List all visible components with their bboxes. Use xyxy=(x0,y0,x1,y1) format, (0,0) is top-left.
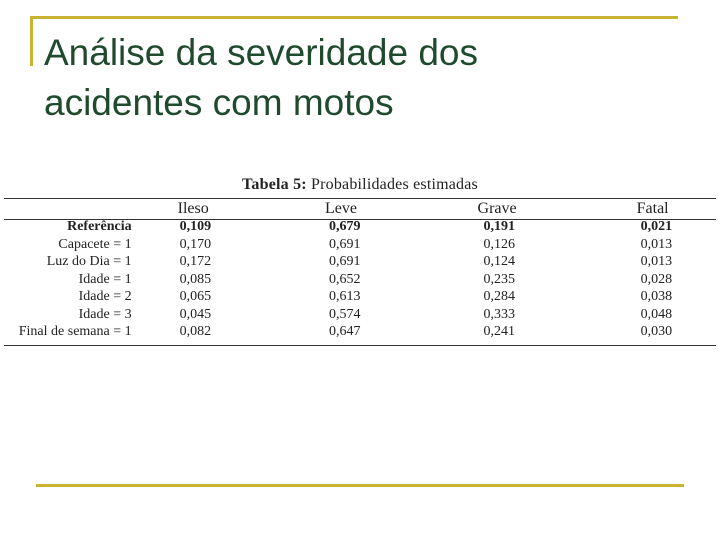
cell-leve: 0,652 xyxy=(328,271,361,287)
slide-title-line1: Análise da severidade dos xyxy=(44,32,479,73)
cell-grave: 0,241 xyxy=(483,324,516,339)
cell-leve: 0,679 xyxy=(328,219,361,234)
header-grave: Grave xyxy=(477,200,517,217)
row-label: Capacete = 1 xyxy=(58,236,132,252)
cell-leve: 0,613 xyxy=(328,289,361,304)
cell-ileso: 0,045 xyxy=(179,306,212,322)
row-label: Final de semana = 1 xyxy=(18,324,132,339)
row-label: Idade = 1 xyxy=(78,271,132,287)
cell-leve: 0,691 xyxy=(328,254,361,269)
table-row xyxy=(6,271,716,289)
cell-grave: 0,191 xyxy=(483,219,516,234)
table-caption-number: Tabela 5: xyxy=(242,176,307,193)
cell-fatal: 0,038 xyxy=(640,289,673,304)
table-row xyxy=(6,288,716,306)
cell-ileso: 0,082 xyxy=(179,324,212,339)
cell-grave: 0,235 xyxy=(483,271,516,287)
cell-leve: 0,647 xyxy=(328,324,361,339)
cell-ileso: 0,065 xyxy=(179,289,212,304)
cell-ileso: 0,085 xyxy=(179,271,212,287)
cell-grave: 0,284 xyxy=(483,289,516,304)
frame-bottom-line xyxy=(36,484,684,487)
cell-ileso: 0,109 xyxy=(179,219,212,234)
cell-fatal: 0,021 xyxy=(640,219,673,234)
cell-leve: 0,574 xyxy=(328,306,361,322)
table-caption-text: Probabilidades estimadas xyxy=(306,176,478,193)
table-row xyxy=(6,306,716,324)
header-fatal: Fatal xyxy=(636,200,669,217)
header-blank xyxy=(6,200,136,218)
cell-fatal: 0,028 xyxy=(640,271,673,287)
table-header-row xyxy=(6,200,716,218)
cell-fatal: 0,013 xyxy=(640,254,673,269)
slide-title xyxy=(44,28,644,128)
table-bottom-rule xyxy=(4,345,716,346)
cell-fatal: 0,030 xyxy=(640,324,673,339)
row-label: Idade = 2 xyxy=(78,289,132,304)
slide-title-line2: acidentes com motos xyxy=(44,82,394,123)
frame-left-line xyxy=(30,16,33,66)
table-row xyxy=(6,323,716,341)
cell-grave: 0,126 xyxy=(483,236,516,252)
probability-table xyxy=(6,200,716,341)
cell-grave: 0,124 xyxy=(483,254,516,269)
cell-ileso: 0,170 xyxy=(179,236,212,252)
row-label: Referência xyxy=(67,219,132,234)
header-ileso: Ileso xyxy=(177,200,209,217)
table-top-rule xyxy=(4,198,716,199)
cell-leve: 0,691 xyxy=(328,236,361,252)
table-row xyxy=(6,236,716,254)
cell-fatal: 0,048 xyxy=(640,306,673,322)
table-row xyxy=(6,218,716,236)
cell-fatal: 0,013 xyxy=(640,236,673,252)
frame-top-line xyxy=(30,16,678,19)
table-row xyxy=(6,253,716,271)
table-caption xyxy=(0,176,720,194)
row-label: Luz do Dia = 1 xyxy=(46,254,132,269)
cell-grave: 0,333 xyxy=(483,306,516,322)
row-label: Idade = 3 xyxy=(78,306,132,322)
header-leve: Leve xyxy=(324,200,357,217)
cell-ileso: 0,172 xyxy=(179,254,212,269)
